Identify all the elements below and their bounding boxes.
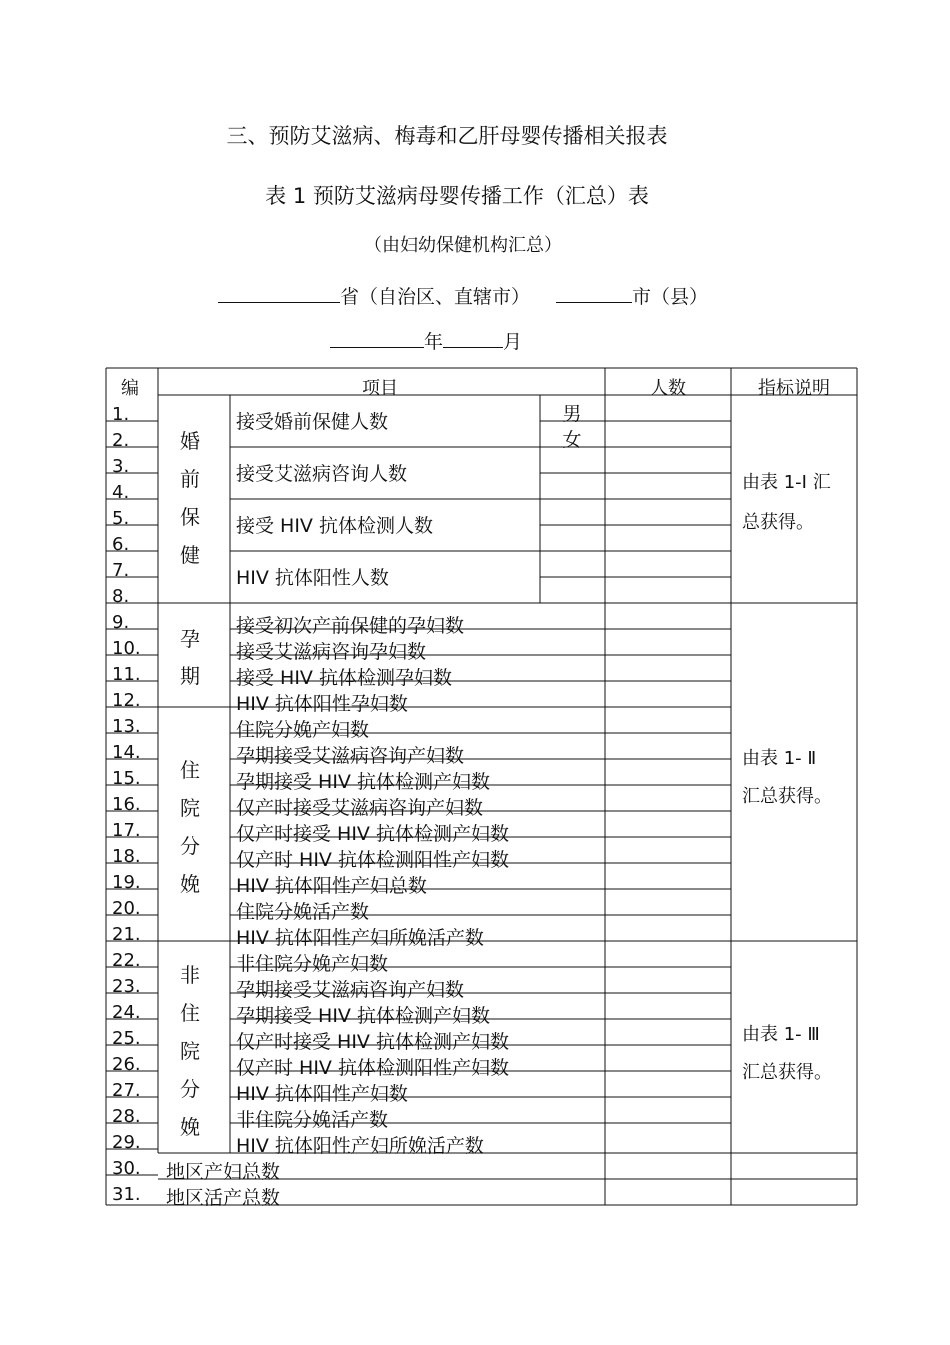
item-label: 仅产时接受艾滋病咨询产妇数 (236, 797, 484, 819)
city-label: 市（县） (632, 286, 709, 308)
item-label: HIV 抗体阳性产妇总数 (236, 875, 427, 897)
category-char: 娩 (180, 1115, 200, 1139)
header-num: 编 (121, 378, 139, 399)
note-3: 由表 1- Ⅲ (742, 1024, 820, 1045)
item-label: 接受艾滋病咨询孕妇数 (236, 641, 427, 663)
month-label: 月 (503, 331, 523, 353)
item-label: HIV 抗体阳性产妇所娩活产数 (236, 927, 484, 949)
item-label: 地区产妇总数 (166, 1161, 281, 1183)
category-char: 院 (180, 1039, 200, 1063)
category-char: 院 (180, 796, 200, 820)
row-number: 17. (112, 820, 141, 841)
row-number: 14. (112, 742, 141, 763)
row-number: 1. (112, 404, 130, 425)
category-char: 健 (180, 543, 200, 567)
item-label: 住院分娩活产数 (236, 901, 370, 923)
item-label: 孕期接受 HIV 抗体检测产妇数 (236, 1005, 490, 1027)
header-note: 指标说明 (758, 378, 830, 399)
row-number: 24. (112, 1002, 141, 1023)
item-label: 仅产时接受 HIV 抗体检测产妇数 (236, 1031, 509, 1053)
category-char: 婚 (180, 429, 200, 453)
note-3: 汇总获得。 (742, 1062, 832, 1083)
row-number: 3. (112, 456, 130, 477)
sex-label-female: 女 (562, 429, 582, 451)
item-label: 仅产时接受 HIV 抗体检测产妇数 (236, 823, 509, 845)
header-item: 项目 (362, 378, 398, 399)
row-number: 13. (112, 716, 141, 737)
row-number: 21. (112, 924, 141, 945)
premarital-item: 接受 HIV 抗体检测人数 (236, 515, 433, 537)
row-number: 8. (112, 586, 130, 607)
row-number: 18. (112, 846, 141, 867)
category-char: 分 (180, 834, 200, 858)
row-number: 5. (112, 508, 130, 529)
item-label: 孕期接受艾滋病咨询产妇数 (236, 979, 465, 1001)
row-number: 7. (112, 560, 130, 581)
row-number: 2. (112, 430, 130, 451)
row-number: 12. (112, 690, 141, 711)
category-char: 住 (180, 758, 200, 782)
row-number: 26. (112, 1054, 141, 1075)
province-label: 省（自治区、直辖市） (340, 286, 531, 308)
row-number: 31. (112, 1184, 141, 1205)
item-label: 非住院分娩活产数 (236, 1109, 389, 1131)
table-subtitle: （由妇幼保健机构汇总） (364, 235, 562, 256)
category-char: 娩 (180, 872, 200, 896)
note-1: 由表 1-I 汇 (742, 472, 831, 493)
row-number: 9. (112, 612, 130, 633)
row-number: 6. (112, 534, 130, 555)
item-label: 接受 HIV 抗体检测孕妇数 (236, 667, 452, 689)
category-char: 住 (180, 1001, 200, 1025)
sex-label-male: 男 (562, 403, 582, 425)
premarital-item: 接受婚前保健人数 (236, 411, 389, 433)
item-label: 仅产时 HIV 抗体检测阳性产妇数 (236, 849, 509, 871)
row-number: 4. (112, 482, 130, 503)
row-number: 20. (112, 898, 141, 919)
row-number: 25. (112, 1028, 141, 1049)
category-char: 分 (180, 1077, 200, 1101)
table-title: 表 1 预防艾滋病母婴传播工作（汇总）表 (265, 184, 649, 208)
row-number: 16. (112, 794, 141, 815)
row-number: 10. (112, 638, 141, 659)
category-char: 保 (180, 505, 200, 529)
row-number: 22. (112, 950, 141, 971)
note-2: 汇总获得。 (742, 786, 832, 807)
category-char: 孕 (180, 627, 200, 651)
row-number: 27. (112, 1080, 141, 1101)
row-number: 15. (112, 768, 141, 789)
header-count: 人数 (650, 378, 686, 399)
category-char: 非 (180, 963, 200, 987)
note-1: 总获得。 (742, 512, 814, 533)
item-label: 仅产时 HIV 抗体检测阳性产妇数 (236, 1057, 509, 1079)
item-label: HIV 抗体阳性孕妇数 (236, 693, 408, 715)
row-number: 23. (112, 976, 141, 997)
section-title: 三、预防艾滋病、梅毒和乙肝母婴传播相关报表 (226, 124, 668, 148)
item-label: HIV 抗体阳性产妇数 (236, 1083, 408, 1105)
premarital-item: HIV 抗体阳性人数 (236, 567, 389, 589)
item-label: 接受初次产前保健的孕妇数 (236, 615, 465, 637)
item-label: 非住院分娩产妇数 (236, 953, 389, 975)
item-label: 住院分娩产妇数 (236, 719, 370, 741)
item-label: 孕期接受艾滋病咨询产妇数 (236, 745, 465, 767)
category-char: 前 (180, 467, 200, 491)
row-number: 29. (112, 1132, 141, 1153)
row-number: 19. (112, 872, 141, 893)
item-label: 孕期接受 HIV 抗体检测产妇数 (236, 771, 490, 793)
item-label: HIV 抗体阳性产妇所娩活产数 (236, 1135, 484, 1157)
premarital-item: 接受艾滋病咨询人数 (236, 463, 408, 485)
item-label: 地区活产总数 (166, 1187, 281, 1209)
note-2: 由表 1- Ⅱ (742, 748, 817, 769)
category-char: 期 (180, 664, 200, 688)
row-number: 11. (112, 664, 141, 685)
row-number: 30. (112, 1158, 141, 1179)
year-label: 年 (424, 331, 444, 353)
row-number: 28. (112, 1106, 141, 1127)
